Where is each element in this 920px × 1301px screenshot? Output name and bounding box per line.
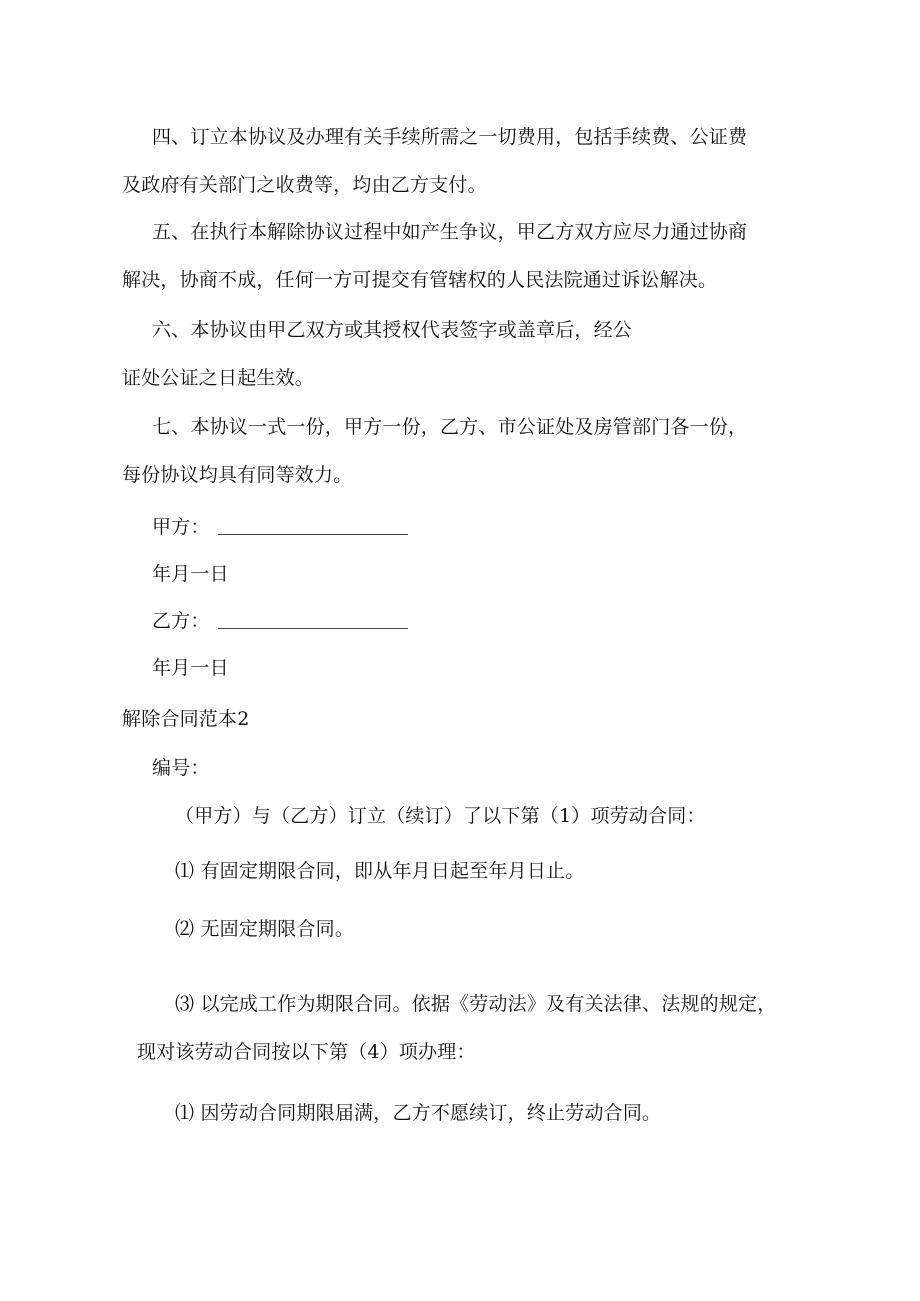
date-a: 年月一日 — [152, 563, 229, 585]
clause-6-line-2: 证处公证之日起生效。 — [122, 367, 315, 389]
contract-item-3-line-1: ⑶ 以完成工作为期限合同。依据《劳动法》及有关法律、法规的规定， — [175, 993, 777, 1015]
contract-item-2: ⑵ 无固定期限合同。 — [175, 918, 355, 940]
action-item-1: ⑴ 因劳动合同期限届满，乙方不愿续订，终止劳动合同。 — [175, 1102, 662, 1124]
party-a-label: 甲方： — [152, 516, 210, 538]
clause-4-line-1: 四、订立本协议及办理有关手续所需之一切费用，包括手续费、公证费 — [152, 126, 748, 148]
contract-item-1: ⑴ 有固定期限合同，即从年月日起至年月日止。 — [175, 860, 585, 882]
clause-6-line-1: 六、本协议由甲乙双方或其授权代表签字或盖章后，经公 — [152, 319, 633, 341]
party-b-label: 乙方： — [152, 610, 210, 632]
template-2-title: 解除合同范本2 — [122, 708, 250, 730]
clause-7-line-1: 七、本协议一式一份，甲方一份，乙方、市公证处及房管部门各一份， — [152, 416, 748, 438]
date-b: 年月一日 — [152, 657, 229, 679]
clause-5-line-1: 五、在执行本解除协议过程中如产生争议，甲乙方双方应尽力通过协商 — [152, 221, 748, 243]
number-label: 编号： — [152, 757, 210, 779]
clause-5-line-2: 解决，协商不成，任何一方可提交有管辖权的人民法院通过诉讼解决。 — [122, 269, 718, 291]
party-b-signature-line — [218, 628, 408, 629]
clause-7-line-2: 每份协议均具有同等效力。 — [122, 464, 353, 486]
contract-intro: （甲方）与（乙方）订立（续订）了以下第（1）项劳动合同： — [175, 805, 706, 827]
contract-item-3-line-2: 现对该劳动合同按以下第（4）项办理： — [137, 1041, 476, 1063]
party-a-signature-line — [218, 534, 408, 535]
clause-4-line-2: 及政府有关部门之收费等，均由乙方支付。 — [122, 174, 487, 196]
